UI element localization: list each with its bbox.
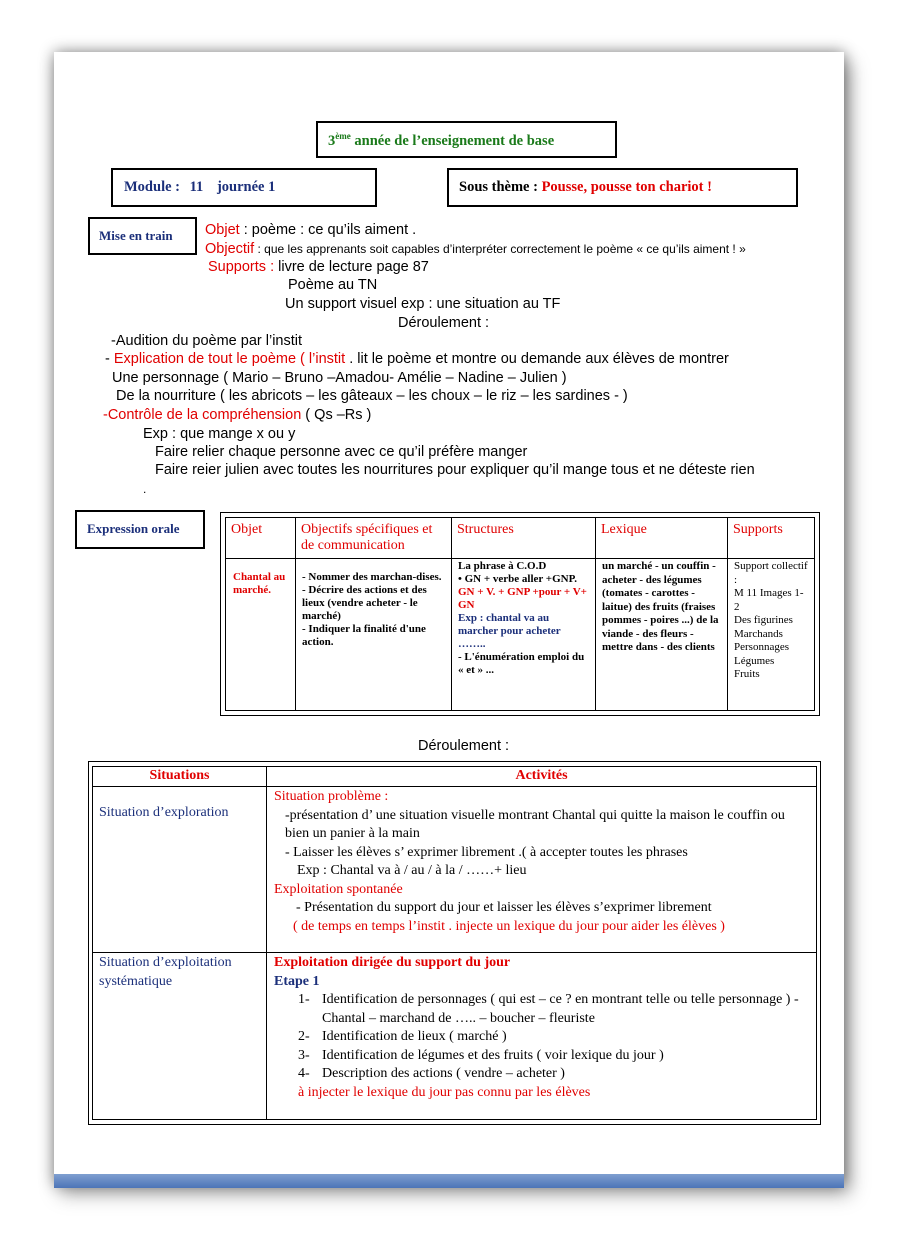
presentation-text: -présentation d’ une situation visuelle montrant Chantal qui quitte la maison le couffin ou bien un panier à la main xyxy=(285,807,785,841)
support-item: Marchands xyxy=(734,627,783,640)
supports-label: Supports : xyxy=(208,259,275,275)
objectif-item: - Décrire des actions et des lieux (vendre acheter - le marché) xyxy=(302,584,427,622)
expression-table-header xyxy=(226,518,815,559)
supports-line xyxy=(208,259,429,275)
expression-orale-label: Expression orale xyxy=(87,521,180,536)
laisser-text: - Laisser les élèves s’ exprimer librement .( à accepter toutes les phrases xyxy=(285,844,688,860)
situation-systematique: Situation d’exploitation systématique xyxy=(93,953,267,1120)
header-supports: Supports xyxy=(728,518,815,559)
support-item: Personnages xyxy=(734,641,789,653)
item-text: Identification de lieux ( marché ) xyxy=(322,1029,507,1044)
header-activites: Activités xyxy=(267,767,817,787)
audition-line: -Audition du poème par l’instit xyxy=(111,333,303,349)
item-text: Identification de personnages ( qui est – ce ? en montrant telle ou telle personnage ) - Chantal – marchand de ….. – boucher – fleuriste xyxy=(322,992,799,1026)
support-item: Support collectif : xyxy=(734,560,808,586)
reier-line: Faire reier julien avec toutes les nourritures pour expliquer qu’il mange tous et ne déteste rien xyxy=(155,462,755,478)
expression-table-frame xyxy=(220,512,820,716)
year-title-box xyxy=(316,121,617,158)
activites-exploration xyxy=(267,787,817,953)
objet-text: : poème : ce qu’ils aiment . xyxy=(239,222,417,238)
header-objet: Objet xyxy=(226,518,296,559)
explication-instit: ( l’instit xyxy=(296,351,346,367)
list-item xyxy=(274,1047,812,1066)
objet-line xyxy=(205,222,416,238)
controle-line xyxy=(103,407,371,423)
structure-item: Exp : chantal va au marcher pour acheter …….. xyxy=(458,612,561,650)
presentation-support-text: - Présentation du support du jour et laisser les élèves s’exprimer librement xyxy=(296,900,712,915)
structure-item: - L'énumération emploi du « et » ... xyxy=(458,651,585,676)
support-3: Un support visuel exp : une situation au TF xyxy=(285,296,561,312)
objectif-item: - Indiquer la finalité d'une action. xyxy=(302,623,426,648)
item-number: 2- xyxy=(298,1029,310,1044)
year-sup: ème xyxy=(335,131,351,141)
module-label: Module : xyxy=(124,179,180,195)
module-day: journée 1 xyxy=(216,179,276,195)
structure-item: GN + V. + GNP +pour + V+ GN xyxy=(458,586,587,611)
relier-line: Faire relier chaque personne avec ce qu’il préfère manger xyxy=(155,444,528,460)
injecte-text: ( de temps en temps l’instit . injecte un lexique du jour pour aider les élèves ) xyxy=(293,918,725,934)
deroulement-row-systematique xyxy=(93,953,817,1120)
mise-en-train-box xyxy=(88,217,197,255)
year-title-text: année de l’enseignement de base xyxy=(350,132,555,149)
exp-line: Exp : que mange x ou y xyxy=(143,426,296,442)
stray-dot: . xyxy=(143,482,147,496)
deroulement-label-1: Déroulement : xyxy=(398,315,490,331)
cell-structures xyxy=(452,559,596,711)
explication-dash: - xyxy=(105,351,114,367)
header-lexique: Lexique xyxy=(596,518,728,559)
support-2: Poème au TN xyxy=(288,277,378,293)
cell-supports xyxy=(728,559,815,711)
support-item: Des figurines xyxy=(734,614,793,626)
mise-en-train-label: Mise en train xyxy=(99,228,173,243)
objectif-item: - Nommer des marchan-dises. xyxy=(302,571,442,583)
situation-probleme-label: Situation problème : xyxy=(274,789,389,804)
supports-text: livre de lecture page 87 xyxy=(274,259,429,275)
exp-text: Exp : Chantal va à / au / à la / ……+ lieu xyxy=(297,863,527,878)
support-item: Fruits xyxy=(734,668,760,680)
objectif-text: : que les apprenants soit capables d’interpréter correctement le poème « ce qu’ils aiment ! » xyxy=(254,242,746,256)
header-structures: Structures xyxy=(452,518,596,559)
list-item xyxy=(274,1028,812,1047)
explication-label: Explication de tout le poème xyxy=(113,351,297,367)
deroulement-title: Déroulement : xyxy=(418,738,510,754)
list-item xyxy=(274,991,812,1028)
item-number: 1- xyxy=(298,992,310,1007)
injecter-text: à injecter le lexique du jour pas connu par les élèves xyxy=(298,1084,591,1100)
structure-item: La phrase à C.O.D xyxy=(458,560,547,572)
expression-table-row xyxy=(226,559,815,711)
situation-exploration: Situation d’exploration xyxy=(93,787,267,953)
module-box xyxy=(111,168,377,207)
expression-orale-box xyxy=(75,510,205,549)
exploitation-dirigee-label: Exploitation dirigée du support du jour xyxy=(274,955,511,970)
deroulement-table xyxy=(92,766,817,1120)
explication-rest: . lit le poème et montre ou demande aux élèves de montrer xyxy=(345,351,729,367)
controle-rest: ( Qs –Rs ) xyxy=(301,407,372,423)
header-situations: Situations xyxy=(93,767,267,787)
item-number: 3- xyxy=(298,1047,310,1063)
module-number: 11 xyxy=(189,179,204,195)
controle-label: -Contrôle de la compréhension xyxy=(103,407,302,423)
deroulement-row-exploration xyxy=(93,787,817,953)
support-item: Légumes xyxy=(734,654,775,667)
personnages-line: Une personnage ( Mario – Bruno –Amadou- Amélie – Nadine – Julien ) xyxy=(112,370,567,386)
cell-objet: Chantal au marché. xyxy=(226,559,296,711)
year-number: 3 xyxy=(328,132,336,149)
list-item xyxy=(274,1065,812,1084)
activites-systematique xyxy=(267,953,817,1120)
explication-line xyxy=(105,351,729,367)
header-objectifs: Objectifs spécifiques et de communication xyxy=(296,518,452,559)
cell-objectifs xyxy=(296,559,452,711)
deroulement-table-frame xyxy=(88,761,821,1125)
deroulement-header-row xyxy=(93,767,817,787)
support-item: M 11 Images 1-2 xyxy=(734,587,804,613)
item-text: Identification de légumes et des fruits ( voir lexique du jour ) xyxy=(322,1047,664,1063)
etape-label: Etape 1 xyxy=(274,973,320,989)
expression-table xyxy=(225,517,815,711)
subtheme-box xyxy=(447,168,798,207)
objectif-label: Objectif xyxy=(205,241,255,257)
exploitation-spontanee-label: Exploitation spontanée xyxy=(274,881,403,897)
subtheme-value: Pousse, pousse ton chariot ! xyxy=(537,179,712,195)
item-number: 4- xyxy=(298,1066,310,1081)
structure-item: • GN + verbe aller +GNP. xyxy=(458,573,578,585)
objet-label: Objet xyxy=(205,222,240,238)
nourriture-line: De la nourriture ( les abricots – les gâteaux – les choux – le riz – les sardines - ) xyxy=(116,388,628,404)
page-footer-bar xyxy=(54,1174,844,1188)
cell-lexique: un marché - un couffin -acheter - des légumes (tomates - carottes - laitue) des fruits (fraises pommes - poires ...) de la viande - des fleurs - mettre dans - des clients xyxy=(596,559,728,711)
item-text: Description des actions ( vendre – acheter ) xyxy=(322,1066,565,1081)
subtheme-label: Sous thème : xyxy=(459,179,538,195)
objectif-line xyxy=(205,241,746,257)
